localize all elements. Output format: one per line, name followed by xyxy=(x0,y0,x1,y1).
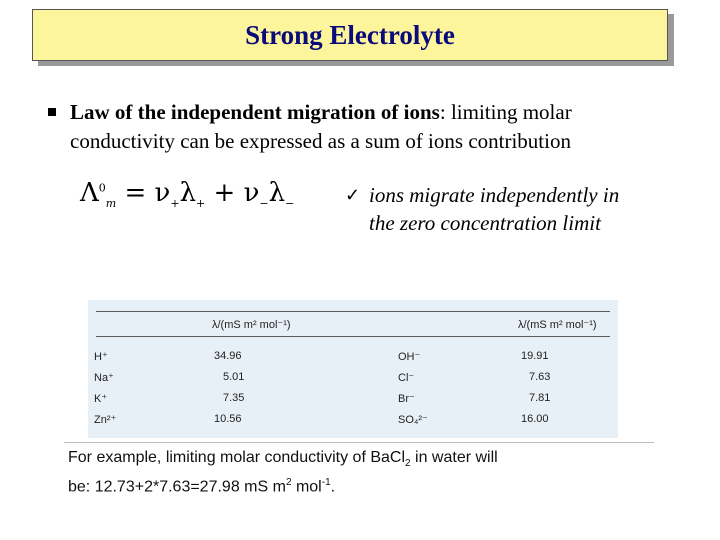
formula-lam-minus-sub: − xyxy=(285,197,295,211)
note-line1: ions migrate independently in xyxy=(369,183,620,207)
formula-lam-plus-sub: + xyxy=(196,197,206,211)
example-line2a: be: 12.73+2*7.63=27.98 mS m xyxy=(68,478,286,496)
table-val1: 5.01 xyxy=(223,371,245,383)
example-line2b: mol xyxy=(291,478,322,496)
table-header-left: λ/(mS m² mol⁻¹) xyxy=(212,319,291,331)
formula-nu-minus-sub: − xyxy=(259,197,269,211)
table-ion1: Zn²⁺ xyxy=(94,414,117,426)
table-top-rule xyxy=(96,311,610,312)
example-line2sup2: -1 xyxy=(321,477,331,489)
table-ion1: H⁺ xyxy=(94,351,108,363)
example-line2c: . xyxy=(330,478,336,496)
conductivity-table xyxy=(88,300,618,438)
table-ion2: SO₄²⁻ xyxy=(398,414,428,426)
check-icon: ✓ xyxy=(345,185,361,205)
example-line2sup1: 2 xyxy=(285,477,292,489)
table-ion1: Na⁺ xyxy=(94,372,114,384)
bullet-square-icon xyxy=(48,108,56,116)
table-ion2: Cl⁻ xyxy=(398,372,415,384)
table-val2: 7.81 xyxy=(529,392,551,404)
formula-lambda-minus: λ xyxy=(268,178,286,208)
formula-sub-m: m xyxy=(105,197,117,211)
table-val2: 19.91 xyxy=(521,350,549,362)
table-val2: 7.63 xyxy=(529,371,551,383)
formula-eq: = ν xyxy=(116,178,171,208)
bullet-rest-line1: : limiting molar xyxy=(439,100,572,124)
table-header-rule xyxy=(96,336,610,337)
table-val1: 34.96 xyxy=(214,350,242,362)
divider xyxy=(64,442,654,443)
bullet-law xyxy=(48,98,688,156)
formula-lambda-plus: λ xyxy=(179,178,197,208)
title-box xyxy=(32,9,668,61)
formula-nu-plus-sub: + xyxy=(170,197,180,211)
example-line1a: For example, limiting molar conductivity of BaCl xyxy=(68,449,406,466)
formula-lambda: Λ xyxy=(80,178,99,208)
table-header-right: λ/(mS m² mol⁻¹) xyxy=(518,319,597,331)
table-ion1: K⁺ xyxy=(94,393,108,405)
table-val2: 16.00 xyxy=(521,413,549,425)
table-val1: 10.56 xyxy=(214,413,242,425)
table-val1: 7.35 xyxy=(223,392,245,404)
bullet-line2: conductivity can be expressed as a sum of ions contribution xyxy=(70,129,571,153)
example-line1sub: 2 xyxy=(405,458,411,470)
formula-sup: 0 xyxy=(98,181,106,195)
table-ion2: OH⁻ xyxy=(398,351,421,363)
note-line2: the zero concentration limit xyxy=(369,211,601,235)
table-ion2: Br⁻ xyxy=(398,393,415,405)
formula xyxy=(80,178,294,210)
bullet-text xyxy=(70,98,688,156)
example-line1b: in water will xyxy=(410,449,498,466)
example-text xyxy=(68,448,498,497)
note xyxy=(345,181,619,237)
slide-title: Strong Electrolyte xyxy=(245,19,455,50)
formula-plus: + ν xyxy=(205,178,260,208)
bullet-bold: Law of the independent migration of ions xyxy=(70,100,440,124)
